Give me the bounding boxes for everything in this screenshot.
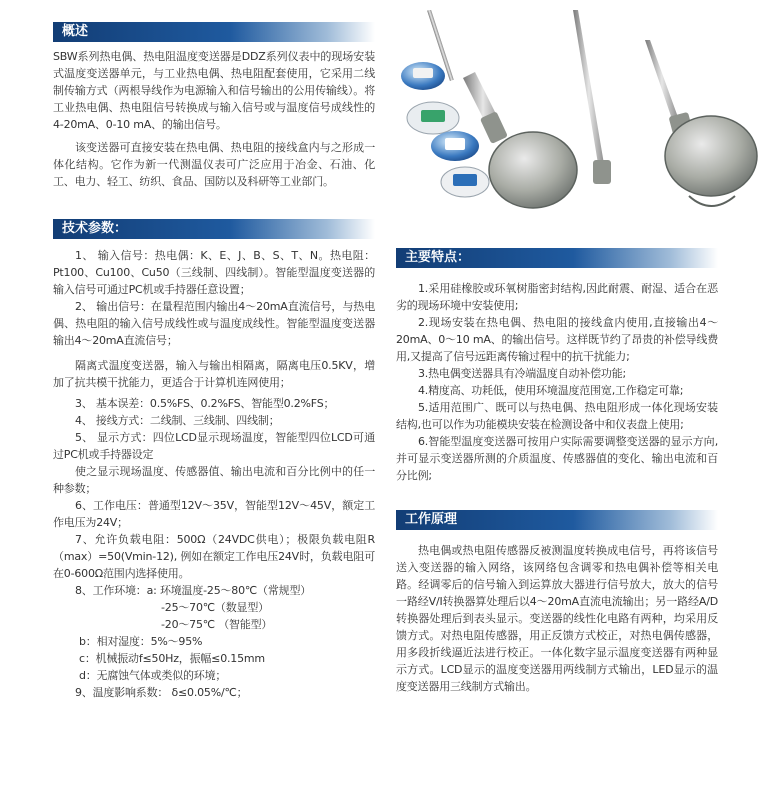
spec-item-8: 8、工作环境：a: 环境温度-25～80℃（常规型） <box>75 584 312 597</box>
spec-item-8-humidity: b：相对湿度：5%～95% <box>79 635 203 648</box>
overview-paragraph-1: SBW系列热电偶、热电阻温度变送器是DDZ系列仪表中的现场安装式温度变送器单元，与工业热电偶、热电阻配套使用，它采用二线制传输方式（两根导线作为电源输入和信号输出的公用传输线）。将工业热电偶、热电阻信号转换成与输入信号或与温度信号成线性的4-20mA、0-10 mA、的输出信号。 <box>53 50 375 131</box>
overview-header <box>53 22 375 42</box>
spec-item-3: 3、 基本误差：0.5%FS、0.2%FS、智能型0.2%FS； <box>75 397 335 410</box>
right-column <box>396 248 718 695</box>
specs-title: 技术参数： <box>62 221 128 236</box>
spec-item-2: 2、 输出信号：在量程范围内输出4～20mA直流信号，与热电偶、热电阻的输入信号成线性或与温度成线性。智能型温度变送器输出4～20mA直流信号； <box>53 300 375 347</box>
feature-item-2: 2.现场安装在热电偶、热电阻的接线盒内使用,直接输出4～20mA、0～10 mA、的输出信号。这样既节约了昂贵的补偿导线费用,又提高了信号远距离传输过程中的抗干扰能力; <box>396 316 718 363</box>
spec-item-8-vibration: c：机械振动f≤50Hz，振幅≤0.15mm <box>79 652 265 665</box>
thermal-resistance-probe-icon <box>573 10 757 206</box>
feature-item-6: 6.智能型温度变送器可按用户实际需要调整变送器的显示方向,并可显示变送器所测的介质温度、传感器值的变化、输出电流和百分比例; <box>396 435 718 482</box>
feature-item-5: 5.适用范围广、既可以与热电偶、热电阻形成一体化现场安装结构,也可以作为功能模块安装在检测设备中和仪表盘上使用; <box>396 401 718 431</box>
spec-item-5: 5、 显示方式：四位LCD显示现场温度，智能型四位LCD可通过PC机或手持器设定 <box>53 431 375 461</box>
spec-item-6: 6、工作电压：普通型12V～35V，智能型12V～45V，额定工作电压为24V； <box>53 499 375 529</box>
product-photo <box>393 10 775 222</box>
principle-header <box>396 510 718 530</box>
feature-item-4: 4.精度高、功耗低，使用环境温度范围宽,工作稳定可靠; <box>418 384 684 397</box>
left-column <box>53 22 375 701</box>
principle-title: 工作原理 <box>405 512 458 527</box>
spec-item-8-temp-smart: -20～75℃ （智能型） <box>161 618 273 631</box>
spec-isolation: 隔离式温度变送器，输入与输出相隔离，隔离电压0.5KV，增加了抗共模干扰能力，更适合于计算机连网使用； <box>53 359 375 389</box>
spec-item-7: 7、允许负载电阻：500Ω（24VDC供电）；极限负载电阻R（max）=50(Vmin-12), 例如在额定工作电压24V时，负载电阻可在0-600Ω范围内选择使用。 <box>53 533 375 580</box>
feature-item-3: 3.热电偶变送器具有冷端温度自动补偿功能; <box>418 367 626 380</box>
spec-item-1: 1、 输入信号：热电偶：K、E、J、B、S、T、N。热电阻： Pt100、Cu100、Cu50（三线制、四线制）。智能型温度变送器的输入信号可通过PC机或手持器任意设置； <box>53 249 375 296</box>
feature-item-1: 1.采用硅橡胶或环氧树脂密封结构,因此耐震、耐湿、适合在恶劣的现场环境中安装使用; <box>396 282 718 312</box>
overview-title: 概述 <box>62 24 89 39</box>
spec-item-5-cont: 使之显示现场温度、传感器值、输出电流和百分比例中的任一种参数； <box>53 465 375 495</box>
features-header <box>396 248 718 268</box>
spec-item-8-environment: d：无腐蚀气体或类似的环境； <box>79 669 227 682</box>
spec-item-9: 9、温度影响系数： δ≤0.05%/℃； <box>75 686 248 699</box>
overview-paragraph-2: 该变送器可直接安装在热电偶、热电阻的接线盒内与之形成一体化结构。它作为新一代测温仪表可广泛应用于冶金、石油、化工、电力、轻工、纺织、食品、国防以及科研等工业部门。 <box>53 141 375 188</box>
principle-paragraph: 热电偶或热电阻传感器反被测温度转换成电信号，再将该信号送入变送器的输入网络，该网络包含调零和热电偶补偿等相关电路。经调零后的信号输入到运算放大器进行信号放大，放大的信号一路经V/I转换器算处理后以4～20mA直流电流输出；另一路经A/D转换器处理后到表头显示。变送器的线性化电路有两种，均采用反馈方式。对热电阻传感器，用正反馈方式校正，对热电偶传感器，用多段折线逼近法进行校正。一体化数字显示温度变送器有两种显示方式。LCD显示的温度变送器用两线制方式输出，LED显示的温度变送器用三线制方式输出。 <box>396 544 718 693</box>
specs-header <box>53 219 375 239</box>
spec-item-4: 4、 接线方式：二线制、三线制、四线制； <box>75 414 280 427</box>
features-title: 主要特点： <box>405 250 471 265</box>
spec-item-8-temp-display: -25～70℃（数显型） <box>161 601 269 614</box>
